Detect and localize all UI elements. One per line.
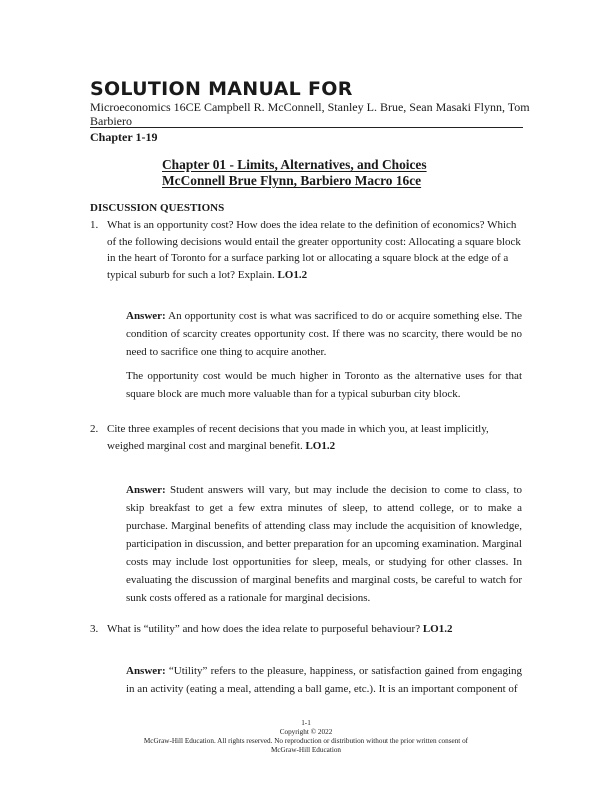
- chapter-heading: [162, 157, 427, 189]
- book-subtitle: Microeconomics 16CE Campbell R. McConnell, Stanley L. Brue, Sean Masaki Flynn, Tom Barbiero: [90, 100, 530, 128]
- rights-notice: McGraw-Hill Education. All rights reserved. No reproduction or distribution without the prior written consent of: [143, 737, 469, 745]
- answer-1: [126, 307, 522, 403]
- publisher-name: McGraw-Hill Education: [270, 746, 342, 754]
- answer-label: Answer:: [126, 665, 166, 677]
- chapter-title: Chapter 01 - Limits, Alternatives, and Choices: [162, 157, 427, 172]
- learning-objective: LO1.2: [305, 439, 336, 452]
- question-3: [90, 621, 522, 638]
- answer-label: Answer:: [126, 310, 166, 322]
- section-heading: DISCUSSION QUESTIONS: [90, 202, 225, 214]
- page-number: 1-1: [301, 719, 311, 727]
- page-footer: [110, 719, 502, 755]
- question-number: 1.: [90, 219, 99, 231]
- question-2: [90, 421, 522, 454]
- learning-objective: LO1.2: [422, 623, 453, 635]
- answer-text: Student answers will vary, but may include the decision to come to class, to skip breakfast to get a few extra minutes of sleep, to attend college, or to make a purchase. Marginal benefits of attending class may include the acquisition of knowledge, participation in discussion, and better preparation for an upcoming examination. Marginal costs may include lost opportunities for sleep, meals, or studying for other classes. In evaluating the discussion of marginal benefits and marginal costs, be careful to watch for sunk costs offered as a rationale for marginal decisions.: [126, 484, 523, 604]
- question-number: 2.: [90, 423, 99, 435]
- manual-title: SOLUTION MANUAL FOR: [90, 78, 353, 100]
- header-divider: [90, 127, 523, 128]
- question-text: What is “utility” and how does the idea relate to purposeful behaviour? LO1.2: [107, 623, 453, 635]
- answer-3: [126, 662, 522, 698]
- question-number: 3.: [90, 623, 99, 635]
- question-1: [90, 217, 522, 283]
- answer-2: [126, 481, 522, 607]
- answer-text: An opportunity cost is what was sacrificed to do or acquire something else. The condition of scarcity creates opportunity cost. If there was no scarcity, there would be no need to sacrifice one thing to acquire another.: [126, 310, 522, 358]
- learning-objective: LO1.2: [277, 268, 308, 281]
- chapter-authors: McConnell Brue Flynn, Barbiero Macro 16ce: [162, 173, 422, 188]
- answer-text: “Utility” refers to the pleasure, happiness, or satisfaction gained from engaging in an activity (eating a meal, attending a ball game, etc.). It is an important component of: [126, 665, 522, 695]
- copyright-line: Copyright © 2022: [279, 728, 333, 736]
- question-text: What is an opportunity cost? How does the idea relate to the definition of economics? Which of the following decisions would entail the greater opportunity cost: Allocating a square block in the heart of Toronto for a surface parking lot or allocating a square block at the edge of a typical suburb for such a lot? Explain. LO1.2: [107, 219, 521, 281]
- chapter-range: Chapter 1-19: [90, 130, 158, 144]
- answer-label: Answer:: [126, 484, 166, 496]
- answer-text: The opportunity cost would be much higher in Toronto as the alternative uses for that square block are much more valuable than for a typical suburban city block.: [126, 370, 522, 400]
- question-text: Cite three examples of recent decisions that you made in which you, at least implicitly, weighed marginal cost and marginal benefit. LO1.2: [107, 423, 489, 452]
